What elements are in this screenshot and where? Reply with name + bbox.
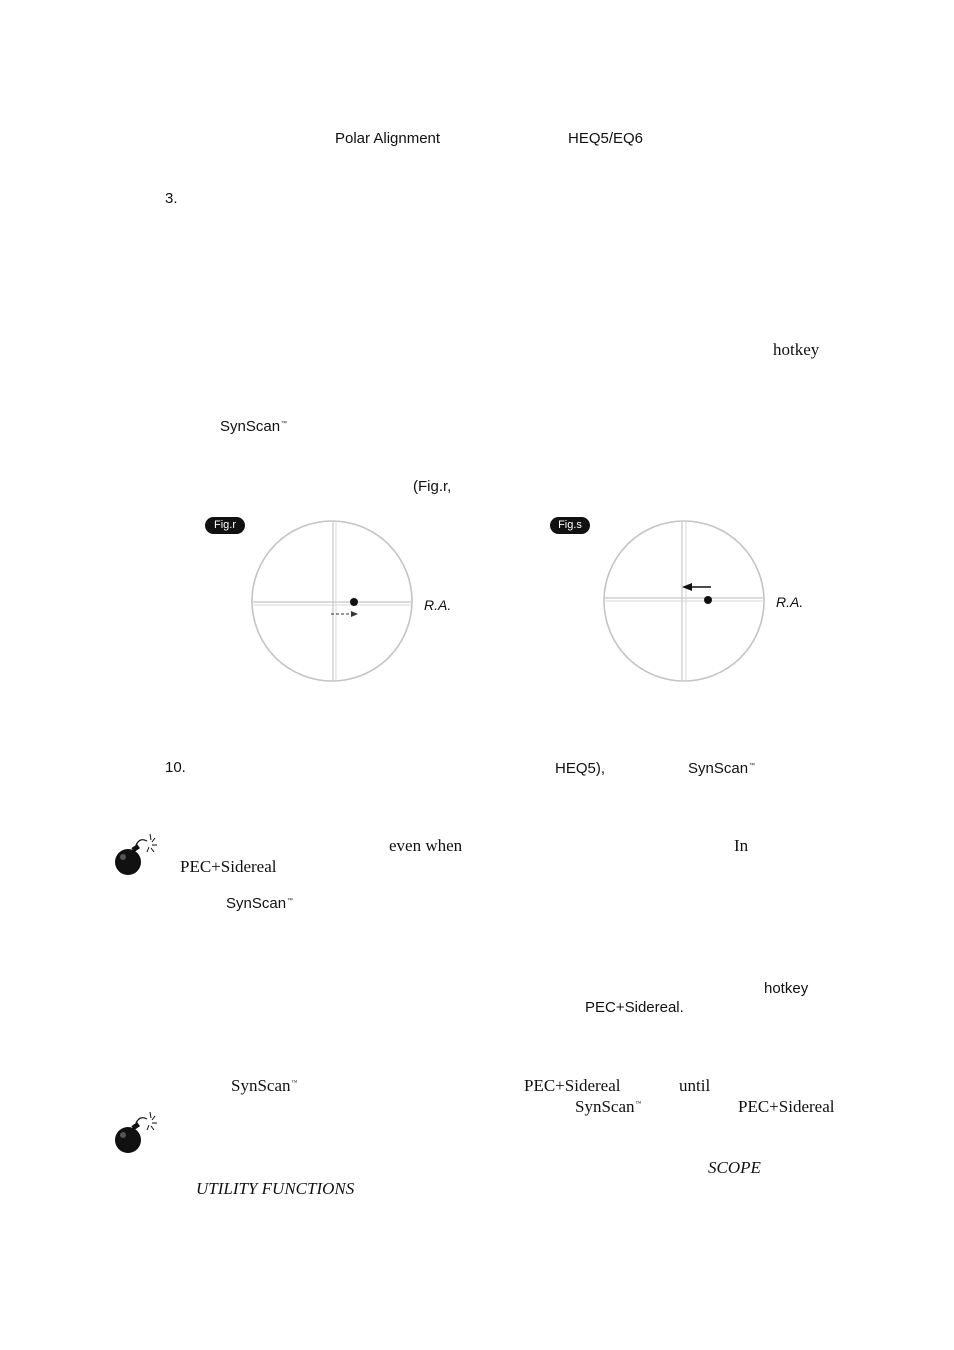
note-1-pec-sidereal: PEC+Sidereal — [180, 857, 277, 876]
synscan-label: SynScan™ — [220, 418, 288, 435]
step-10-number: 10. — [165, 759, 186, 776]
fig-r-star-dot — [350, 598, 358, 606]
note-2-synscan-b: SynScan™ — [575, 1097, 642, 1116]
section-title: Polar Alignment — [335, 130, 441, 147]
fig-s-reticle — [598, 515, 776, 690]
step-3-number: 3. — [165, 190, 178, 207]
fig-r-drift-arrow-head — [351, 611, 358, 617]
step-10-synscan: SynScan™ — [688, 760, 756, 777]
fig-s-correction-arrow-head — [682, 583, 692, 591]
note-1-even-when: even when — [389, 836, 463, 855]
fig-r-eyepiece-circle — [252, 521, 412, 681]
note-2-until: until — [679, 1076, 711, 1095]
model-label: HEQ5/EQ6 — [568, 130, 644, 147]
note-2-synscan-a: SynScan™ — [231, 1076, 298, 1095]
fig-s-ra-label: R.A. — [776, 594, 804, 610]
note-1-in: In — [734, 836, 749, 855]
fig-s-badge: Fig.s — [550, 517, 590, 534]
fig-r-reticle — [245, 515, 425, 690]
note-2-pec-sidereal-b: PEC+Sidereal — [738, 1097, 835, 1116]
note-1-synscan: SynScan™ — [226, 895, 294, 912]
note-2-scope: SCOPE — [708, 1158, 761, 1177]
fig-s-star-dot — [704, 596, 712, 604]
bomb-icon — [112, 832, 166, 878]
step-10-model-ref: HEQ5), — [555, 760, 606, 777]
hotkey-fragment: hotkey — [773, 340, 820, 359]
fig-r-ra-label: R.A. — [424, 597, 452, 613]
bomb-icon-2 — [112, 1110, 166, 1156]
note-2-pec-sidereal-a: PEC+Sidereal — [524, 1076, 621, 1095]
note-1-pec-sidereal-2: PEC+Sidereal. — [585, 999, 684, 1016]
note-2-utility-functions: UTILITY FUNCTIONS — [196, 1179, 355, 1198]
figure-reference: (Fig.r, — [413, 478, 452, 495]
note-1-hotkey: hotkey — [764, 980, 809, 997]
fig-r-badge: Fig.r — [205, 517, 245, 534]
